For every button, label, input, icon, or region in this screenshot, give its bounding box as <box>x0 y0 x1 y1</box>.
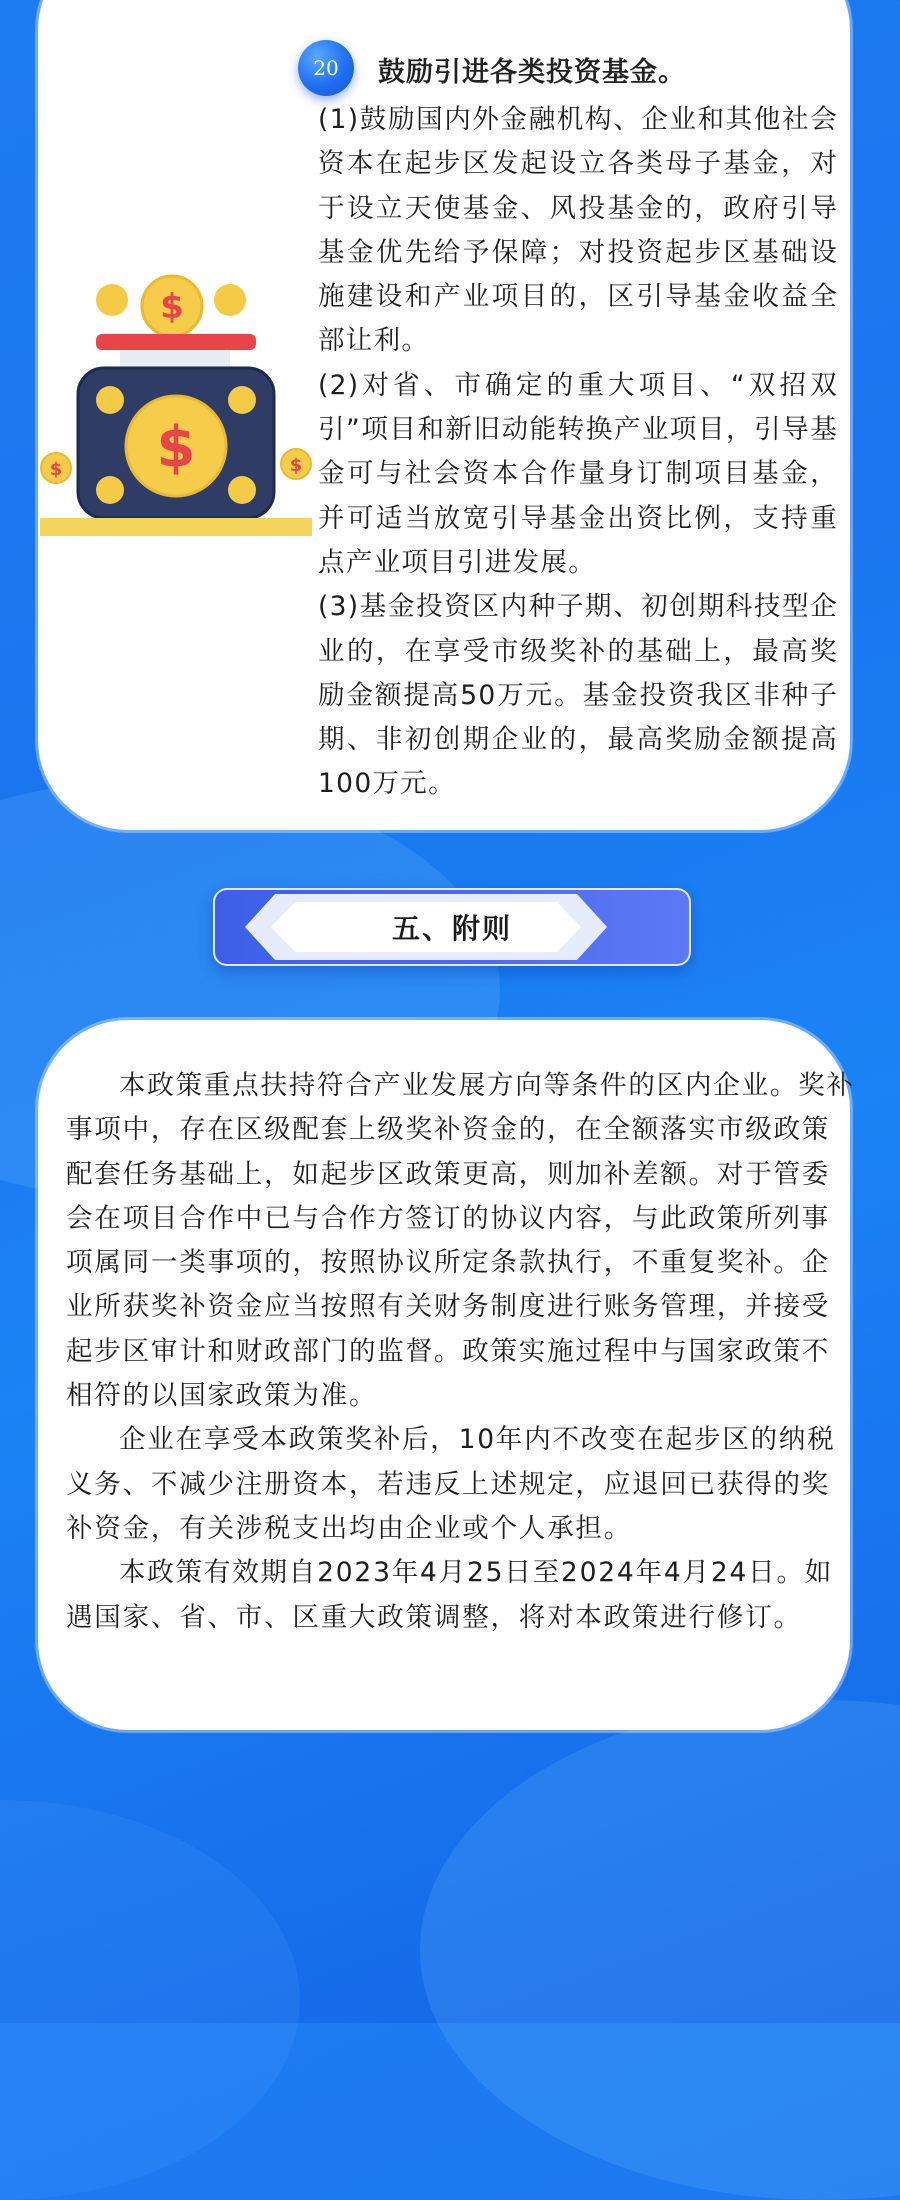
item-paragraph: (3)基金投资区内种子期、初创期科技型企业的，在享受市级奖补的基础上，最高奖励金额提高50万元。基金投资我区非种子期、非初创期企业的，最高奖励金额提高100万元。 <box>318 591 838 800</box>
item-paragraph: (2)对省、市确定的重大项目、“双招双引”项目和新旧动能转换产业项目，引导基金可与社会资本合作量身订制项目基金，并可适当放宽引导基金出资比例，支持重点产业项目引进发展。 <box>318 369 838 578</box>
background-wave <box>0 1800 300 2200</box>
svg-text:$: $ <box>289 455 303 476</box>
notes-paragraph: 本政策有效期自2023年4月25日至2024年4月24日。如遇国家、省、市、区重大政策调整，将对本政策进行修订。 <box>66 1557 834 1633</box>
svg-text:$: $ <box>160 287 184 327</box>
svg-text:$: $ <box>156 415 196 480</box>
money-bag-coins-icon <box>40 270 320 540</box>
notes-paragraph: 本政策重点扶持符合产业发展方向等条件的区内企业。奖补事项中，存在区级配套上级奖补资金的，在全额落实市级政策配套任务基础上，如起步区政策更高，则加补差额。对于管委会在项目合作中已与合作方签订的协议内容，与此政策所列事项属同一类事项的，按照协议所定条款执行，不重复奖补。企业所获奖补资金应当按照有关财务制度进行账务管理，并接受起步区审计和财政部门的监督。政策实施过程中与国家政策不相符的以国家政策为准。 <box>66 1070 855 1412</box>
item-body <box>318 98 838 807</box>
svg-text:$: $ <box>49 459 63 480</box>
item-title: 鼓励引进各类投资基金。 <box>378 57 686 88</box>
section-banner <box>213 888 691 966</box>
item-paragraph: (1)鼓励国内外金融机构、企业和其他社会资本在起步区发起设立各类母子基金，对于设立天使基金、风投基金的，政府引导基金优先给予保障；对投资起步区基础设施建设和产业项目的，区引导基金收益全部让利。 <box>318 104 838 357</box>
section-title: 五、附则 <box>391 912 512 945</box>
notes-body <box>66 1064 856 1640</box>
notes-paragraph: 企业在享受本政策奖补后，10年内不改变在起步区的纳税义务、不减少注册资本，若违反上述规定，应退回已获得的奖补资金，有关涉税支出均由企业或个人承担。 <box>66 1424 836 1544</box>
item-number-badge: 20 <box>298 40 354 96</box>
background-wave <box>420 1700 900 2200</box>
